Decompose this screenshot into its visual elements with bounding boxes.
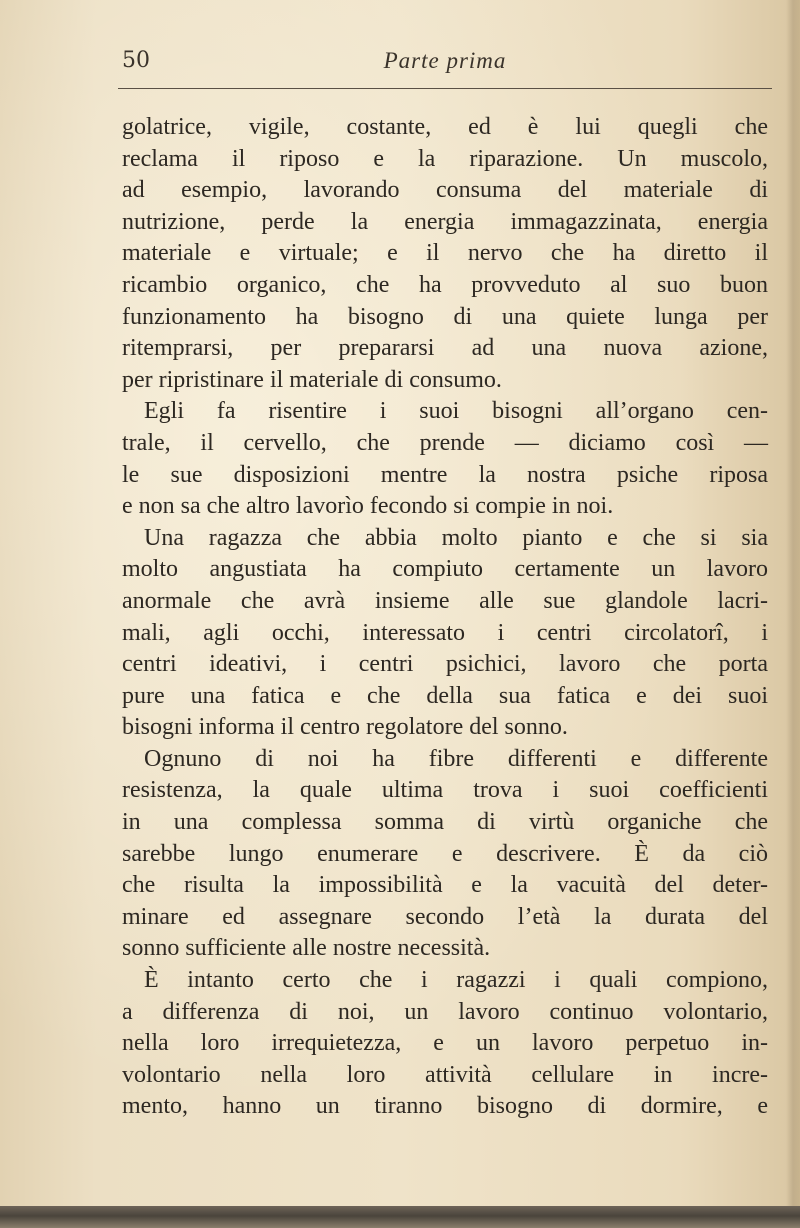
text-line: golatrice, vigile, costante, ed è lui quegli che	[122, 114, 768, 140]
text-line: Egli fa risentire i suoi bisogni all’organo cen-	[144, 398, 768, 425]
text-line: pure una fatica e che della sua fatica e dei suoi	[122, 682, 768, 709]
text-line: nutrizione, perde la energia immagazzinata, energia	[122, 208, 768, 235]
text-line: volontario nella loro attività cellulare in incre-	[122, 1061, 768, 1088]
text-line: ad esempio, lavorando consuma del materiale di	[122, 177, 768, 204]
text-line: a differenza di noi, un lavoro continuo volontario,	[122, 998, 768, 1025]
text-line: che risulta la impossibilità e la vacuità del deter-	[122, 872, 768, 899]
text-line: molto angustiata ha compiuto certamente un lavoro	[122, 556, 768, 583]
running-head: Parte prima	[383, 48, 507, 73]
text-line: centri ideativi, i centri psichici, lavoro che porta	[122, 651, 768, 678]
text-line: resistenza, la quale ultima trova i suoi coefficienti	[122, 777, 768, 804]
text-line: reclama il riposo e la riparazione. Un muscolo,	[122, 145, 768, 172]
page-header	[122, 48, 768, 84]
text-line: e non sa che altro lavorìo fecondo si compie in noi.	[122, 493, 614, 520]
text-line: ricambio organico, che ha provveduto al suo buon	[122, 271, 768, 298]
text-line: funzionamento ha bisogno di una quiete lunga per	[122, 303, 768, 330]
body-text	[122, 112, 768, 1123]
text-line: in una complessa somma di virtù organiche che	[122, 809, 768, 836]
text-line: Una ragazza che abbia molto pianto e che si sia	[144, 524, 768, 551]
scan-bottom-edge	[0, 1206, 800, 1228]
text-line: È intanto certo che i ragazzi i quali compiono,	[144, 967, 768, 994]
text-line: trale, il cervello, che prende — diciamo così —	[122, 429, 768, 456]
text-line: ritemprarsi, per prepararsi ad una nuova azione,	[122, 335, 768, 362]
page-number: 50	[122, 48, 150, 73]
text-line: bisogni informa il centro regolatore del sonno.	[122, 714, 568, 741]
text-line: sonno sufficiente alle nostre necessità.	[122, 935, 491, 962]
page-edge-shadow	[786, 0, 800, 1228]
text-line: anormale che avrà insieme alle sue glandole lacri-	[122, 587, 768, 614]
text-line: mali, agli occhi, interessato i centri circolatorî, i	[122, 619, 768, 646]
text-line: le sue disposizioni mentre la nostra psiche riposa	[122, 461, 768, 488]
text-line: per ripristinare il materiale di consumo.	[122, 366, 502, 393]
text-line: minare ed assegnare secondo l’età la durata del	[122, 903, 768, 930]
text-line: mento, hanno un tiranno bisogno di dormire, e	[122, 1093, 768, 1120]
text-line: sarebbe lungo enumerare e descrivere. È da ciò	[122, 840, 768, 867]
text-line: materiale e virtuale; e il nervo che ha diretto il	[122, 240, 768, 267]
text-line: nella loro irrequietezza, e un lavoro perpetuo in-	[122, 1030, 768, 1057]
text-line: Ognuno di noi ha fibre differenti e differente	[144, 745, 768, 772]
header-rule	[118, 88, 772, 89]
